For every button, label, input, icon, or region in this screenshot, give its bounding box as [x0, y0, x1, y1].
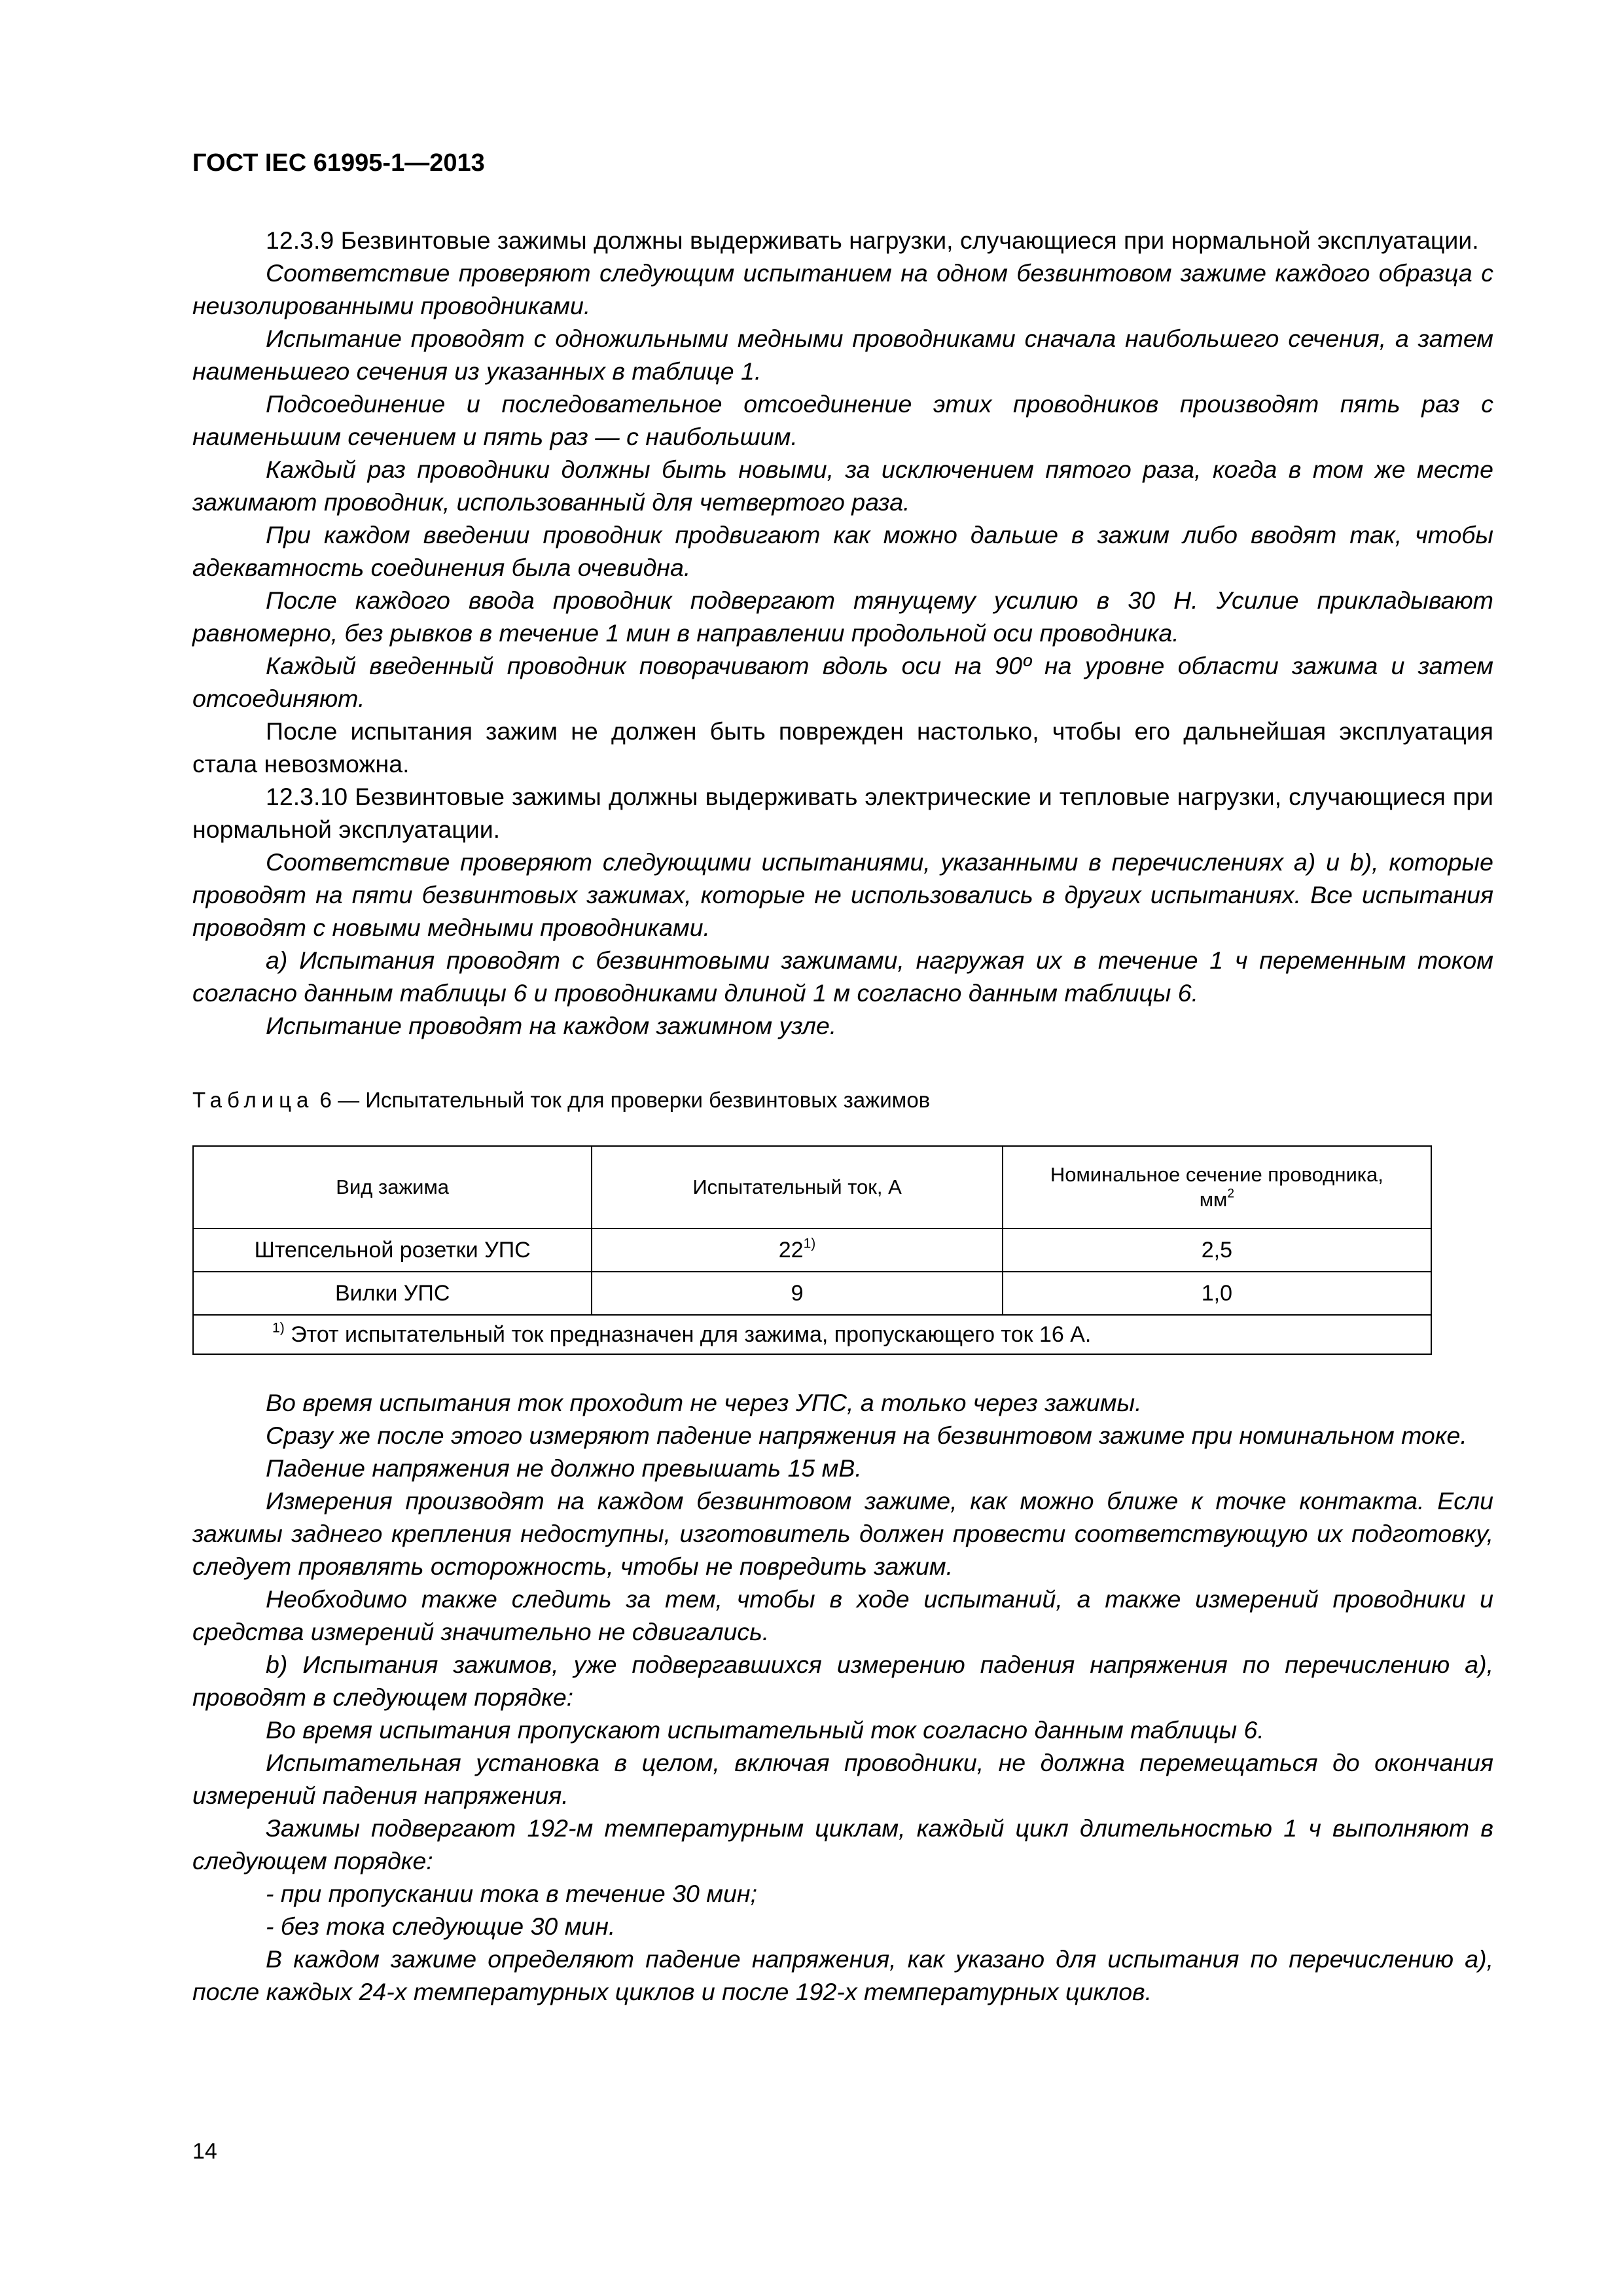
- header-terminal-type: Вид зажима: [193, 1146, 592, 1229]
- header-cross-section: [1003, 1146, 1431, 1229]
- paragraph: Измерения производят на каждом безвинтовом зажиме, как можно ближе к точке контакта. Если зажимы заднего крепления недоступны, изготовитель должен провести соответствующую их подготовку, следует проявлять осторожность, чтобы не повредить зажим.: [192, 1487, 1493, 1580]
- paragraph: Соответствие проверяют следующим испытанием на одном безвинтовом зажиме каждого образца с неизолированными проводниками.: [192, 259, 1493, 319]
- paragraph: Падение напряжения не должно превышать 15 мВ.: [266, 1454, 862, 1482]
- paragraph: 12.3.9 Безвинтовые зажимы должны выдерживать нагрузки, случающиеся при нормальной эксплуатации.: [266, 226, 1479, 254]
- cell-cross-section: 2,5: [1003, 1229, 1431, 1272]
- paragraph: 12.3.10 Безвинтовые зажимы должны выдерживать электрические и тепловые нагрузки, случающиеся при нормальной эксплуатации.: [192, 783, 1493, 843]
- test-current-value: 22: [778, 1237, 804, 1263]
- cell-terminal-type: Штепсельной розетки УПС: [193, 1229, 592, 1272]
- table-footnote-row: [193, 1315, 1431, 1354]
- table-caption: [192, 1088, 930, 1113]
- paragraph: После испытания зажим не должен быть поврежден настолько, чтобы его дальнейшая эксплуатация стала невозможна.: [192, 717, 1493, 778]
- paragraph: - без тока следующие 30 мин.: [266, 1912, 616, 1940]
- paragraph: После каждого ввода проводник подвергают тянущему усилию в 30 Н. Усилие прикладывают равномерно, без рывков в течение 1 мин в направлении продольной оси проводника.: [192, 586, 1493, 647]
- header-cross-section-label: Номинальное сечение проводника,: [1050, 1163, 1383, 1186]
- paragraph: - при пропускании тока в течение 30 мин;: [266, 1880, 757, 1907]
- paragraph: b) Испытания зажимов, уже подвергавшихся измерению падения напряжения по перечислению а), проводят в следующем порядке:: [192, 1651, 1493, 1711]
- document-header: ГОСТ IEC 61995-1—2013: [192, 149, 485, 177]
- paragraph: Испытание проводят с одножильными медными проводниками сначала наибольшего сечения, а затем наименьшего сечения из указанных в таблице 1.: [192, 325, 1493, 385]
- table-row: [193, 1272, 1431, 1315]
- paragraph: Каждый раз проводники должны быть новыми, за исключением пятого раза, когда в том же месте зажимают проводник, использованный для четвертого раза.: [192, 456, 1493, 516]
- paragraph: Во время испытания пропускают испытательный ток согласно данным таблицы 6.: [266, 1716, 1264, 1744]
- cell-test-current: [592, 1229, 1002, 1272]
- paragraph: Подсоединение и последовательное отсоединение этих проводников производят пять раз с наименьшим сечением и пять раз — с наибольшим.: [192, 390, 1493, 450]
- table-caption-prefix: Таблица: [192, 1088, 314, 1112]
- paragraph: а) Испытания проводят с безвинтовыми зажимами, нагружая их в течение 1 ч переменным током согласно данным таблицы 6 и проводниками длиной 1 м согласно данным таблицы 6.: [192, 946, 1493, 1007]
- header-test-current: Испытательный ток, А: [592, 1146, 1002, 1229]
- page-number: 14: [192, 2139, 217, 2164]
- cell-terminal-type: Вилки УПС: [193, 1272, 592, 1315]
- body-text-bottom: [192, 1386, 1493, 2008]
- table-caption-title: 6 — Испытательный ток для проверки безвинтовых зажимов: [313, 1088, 931, 1112]
- paragraph: Испытание проводят на каждом зажимном узле.: [266, 1012, 837, 1039]
- table-header-row: [193, 1146, 1431, 1229]
- footnote-ref: 1): [803, 1235, 816, 1251]
- header-cross-section-unit: мм: [1199, 1188, 1228, 1211]
- cell-cross-section: 1,0: [1003, 1272, 1431, 1315]
- paragraph: Сразу же после этого измеряют падение напряжения на безвинтовом зажиме при номинальном токе.: [266, 1422, 1467, 1449]
- body-text-top: [192, 224, 1493, 1042]
- footnote-mark: 1): [272, 1319, 285, 1335]
- unit-superscript: 2: [1227, 1187, 1235, 1201]
- paragraph: Каждый введенный проводник поворачивают вдоль оси на 90º на уровне области зажима и затем отсоединяют.: [192, 652, 1493, 712]
- cell-test-current: 9: [592, 1272, 1002, 1315]
- table-row: [193, 1229, 1431, 1272]
- paragraph: В каждом зажиме определяют падение напряжения, как указано для испытания по перечислению а), после каждых 24-х температурных циклов и после 192-х температурных циклов.: [192, 1945, 1493, 2005]
- paragraph: Соответствие проверяют следующими испытаниями, указанными в перечислениях a) и b), которые проводят на пяти безвинтовых зажимах, которые не использовались в других испытаниях. Все испытания проводят с новыми медными проводниками.: [192, 848, 1493, 941]
- paragraph: Испытательная установка в целом, включая проводники, не должна перемещаться до окончания измерений падения напряжения.: [192, 1749, 1493, 1809]
- test-current-table: [192, 1145, 1432, 1355]
- paragraph: Необходимо также следить за тем, чтобы в ходе испытаний, а также измерений проводники и средства измерений значительно не сдвигались.: [192, 1585, 1493, 1645]
- paragraph: При каждом введении проводник продвигают как можно дальше в зажим либо вводят так, чтобы адекватность соединения была очевидна.: [192, 521, 1493, 581]
- paragraph: Во время испытания ток проходит не через УПС, а только через зажимы.: [266, 1389, 1142, 1416]
- footnote-text: Этот испытательный ток предназначен для зажима, пропускающего ток 16 А.: [284, 1321, 1092, 1347]
- table-footnote: [193, 1315, 1431, 1354]
- paragraph: Зажимы подвергают 192-м температурным циклам, каждый цикл длительностью 1 ч выполняют в следующем порядке:: [192, 1814, 1493, 1874]
